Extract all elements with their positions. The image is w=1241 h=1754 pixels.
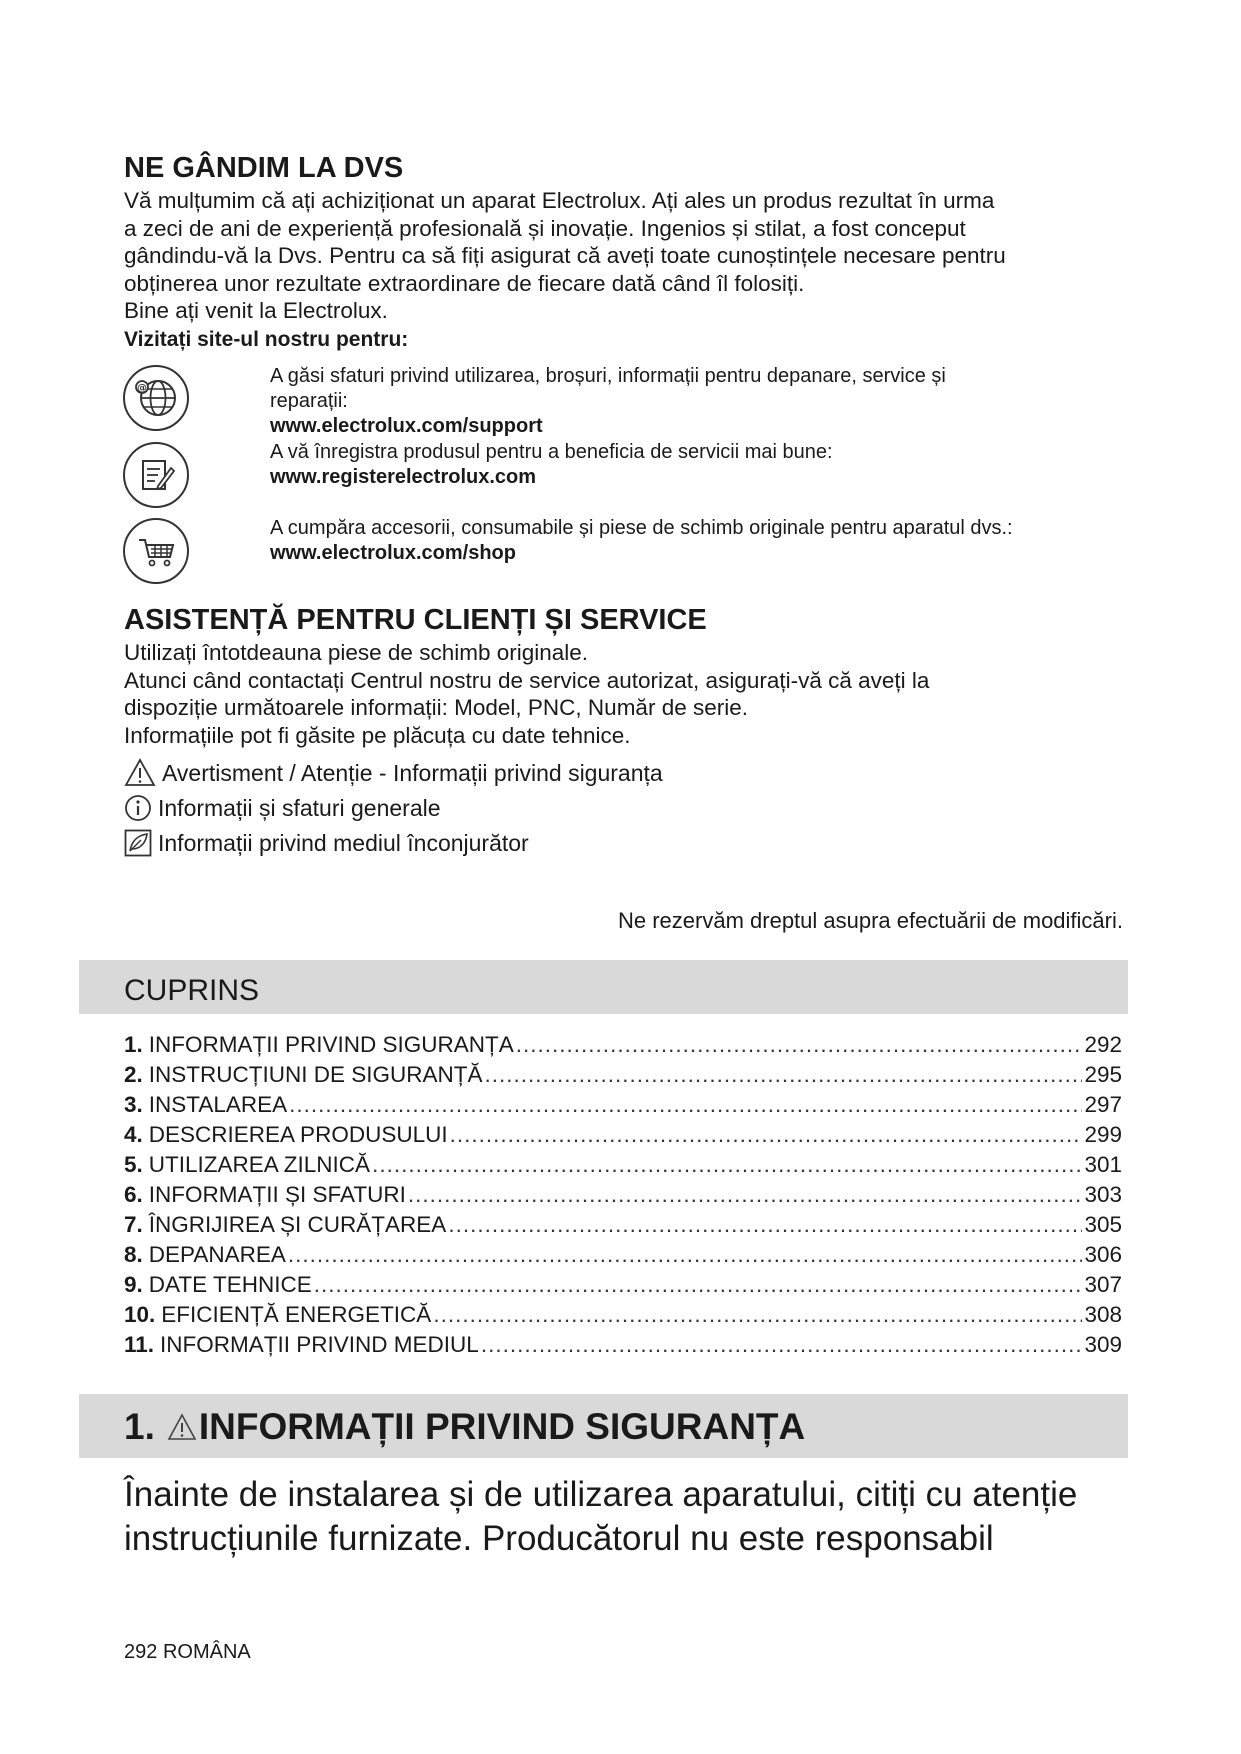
info-text: Informații și sfaturi generale [158, 794, 441, 821]
toc-item[interactable]: 7. ÎNGRIJIREA ȘI CURĂȚAREA ..... 305 [124, 1210, 1122, 1240]
site-support-line: reparații: [270, 390, 348, 412]
thinking-title: NE GÂNDIM LA DVS [124, 152, 404, 184]
support-line: dispoziție următoarele informații: Model, PNC, Număr de serie. [124, 695, 748, 720]
toc-header-band [79, 960, 1128, 1014]
thinking-line: Vă mulțumim că ați achiziționat un aparat Electrolux. Ați ales un produs rezultat în urma [124, 188, 995, 213]
support-line: Atunci când contactați Centrul nostru de service autorizat, asigurați-vă că aveți la [124, 667, 930, 693]
warning-icon [124, 758, 156, 788]
toc-item[interactable]: 2. INSTRUCȚIUNI DE SIGURANȚĂ ..... 295 [124, 1060, 1122, 1090]
thinking-line: Bine ați venit la Electrolux. [124, 298, 388, 323]
toc-item[interactable]: 11. INFORMAȚII PRIVIND MEDIUL ..... 309 [124, 1330, 1122, 1360]
reserve-note: Ne rezervăm dreptul asupra efectuării de modificări. [617, 908, 1123, 933]
site-shop-line: A cumpăra accesorii, consumabile și piese de schimb originale pentru aparatul dvs.: [270, 517, 1013, 539]
thinking-line: gândindu-vă la Dvs. Pentru ca să fiți asigurat că aveți toate cunoștințele necesare pentru [124, 243, 1006, 268]
svg-text:@: @ [137, 383, 147, 394]
info-icon [124, 794, 152, 822]
warning-icon [167, 1413, 197, 1441]
toc-list [124, 1030, 1122, 1360]
support-line: Informațiile pot fi găsite pe plăcuța cu date tehnice. [124, 722, 631, 748]
site-support-line: A găsi sfaturi privind utilizarea, broșuri, informații pentru depanare, service și [270, 365, 946, 387]
toc-item[interactable]: 6. INFORMAȚII ȘI SFATURI ..... 303 [124, 1180, 1122, 1210]
thinking-line: obținerea unor rezultate extraordinare de fiecare dată când îl folosiți. [124, 270, 805, 296]
site-shop [270, 516, 1130, 566]
register-icon [123, 442, 189, 508]
globe-icon [123, 365, 189, 431]
shop-link[interactable]: www.electrolux.com/shop [270, 542, 516, 564]
support-link[interactable]: www.electrolux.com/support [270, 415, 543, 437]
toc-item[interactable]: 8. DEPANAREA ..... 306 [124, 1240, 1122, 1270]
toc-item[interactable]: 10. EFICIENȚĂ ENERGETICĂ ..... 308 [124, 1300, 1122, 1330]
thinking-line: a zeci de ani de experiență profesională și inovație. Ingenios și stilat, a fost conceput [124, 215, 966, 241]
register-link[interactable]: www.registerelectrolux.com [270, 466, 537, 488]
section1-band [79, 1394, 1128, 1458]
page-footer [124, 1641, 251, 1664]
support-title: ASISTENȚĂ PENTRU CLIENȚI ȘI SERVICE [124, 604, 707, 636]
leaf-text: Informații privind mediul înconjurător [158, 829, 529, 856]
site-register-line: A vă înregistra produsul pentru a beneficia de servicii mai bune: [270, 441, 833, 463]
warning-row [124, 758, 663, 788]
section1-line: Înainte de instalarea și de utilizarea aparatului, citiți cu atenție [124, 1475, 1078, 1514]
section1-heading [124, 1406, 805, 1448]
toc-item[interactable]: 9. DATE TEHNICE ..... 307 [124, 1270, 1122, 1300]
toc-title: CUPRINS [124, 974, 260, 1007]
thinking-paragraph [124, 187, 1124, 325]
section1-intro [124, 1473, 1077, 1561]
support-line: Utilizați întotdeauna piese de schimb originale. [124, 640, 589, 665]
support-paragraph [124, 639, 1124, 749]
toc-item[interactable]: 4. DESCRIEREA PRODUSULUI ..... 299 [124, 1120, 1122, 1150]
site-support [270, 364, 1130, 439]
leaf-row [124, 828, 529, 858]
site-register [270, 440, 1130, 490]
section1-num: 1. [124, 1406, 155, 1447]
cart-icon [123, 518, 189, 584]
toc-item[interactable]: 1. INFORMAȚII PRIVIND SIGURANȚA ..... 292 [124, 1030, 1122, 1060]
page-number: 292 [124, 1641, 158, 1663]
toc-item[interactable]: 3. INSTALAREA ..... 297 [124, 1090, 1122, 1120]
leaf-icon [124, 829, 152, 857]
language-label: ROMÂNA [162, 1641, 251, 1663]
info-row [124, 793, 441, 823]
section1-title: INFORMAȚII PRIVIND SIGURANȚA [198, 1406, 806, 1447]
visit-label: Vizitați site-ul nostru pentru: [124, 328, 409, 351]
warning-text: Avertisment / Atenție - Informații privind siguranța [162, 759, 663, 786]
section1-line: instrucțiunile furnizate. Producătorul nu este responsabil [124, 1519, 994, 1558]
toc-item[interactable]: 5. UTILIZAREA ZILNICĂ ..... 301 [124, 1150, 1122, 1180]
